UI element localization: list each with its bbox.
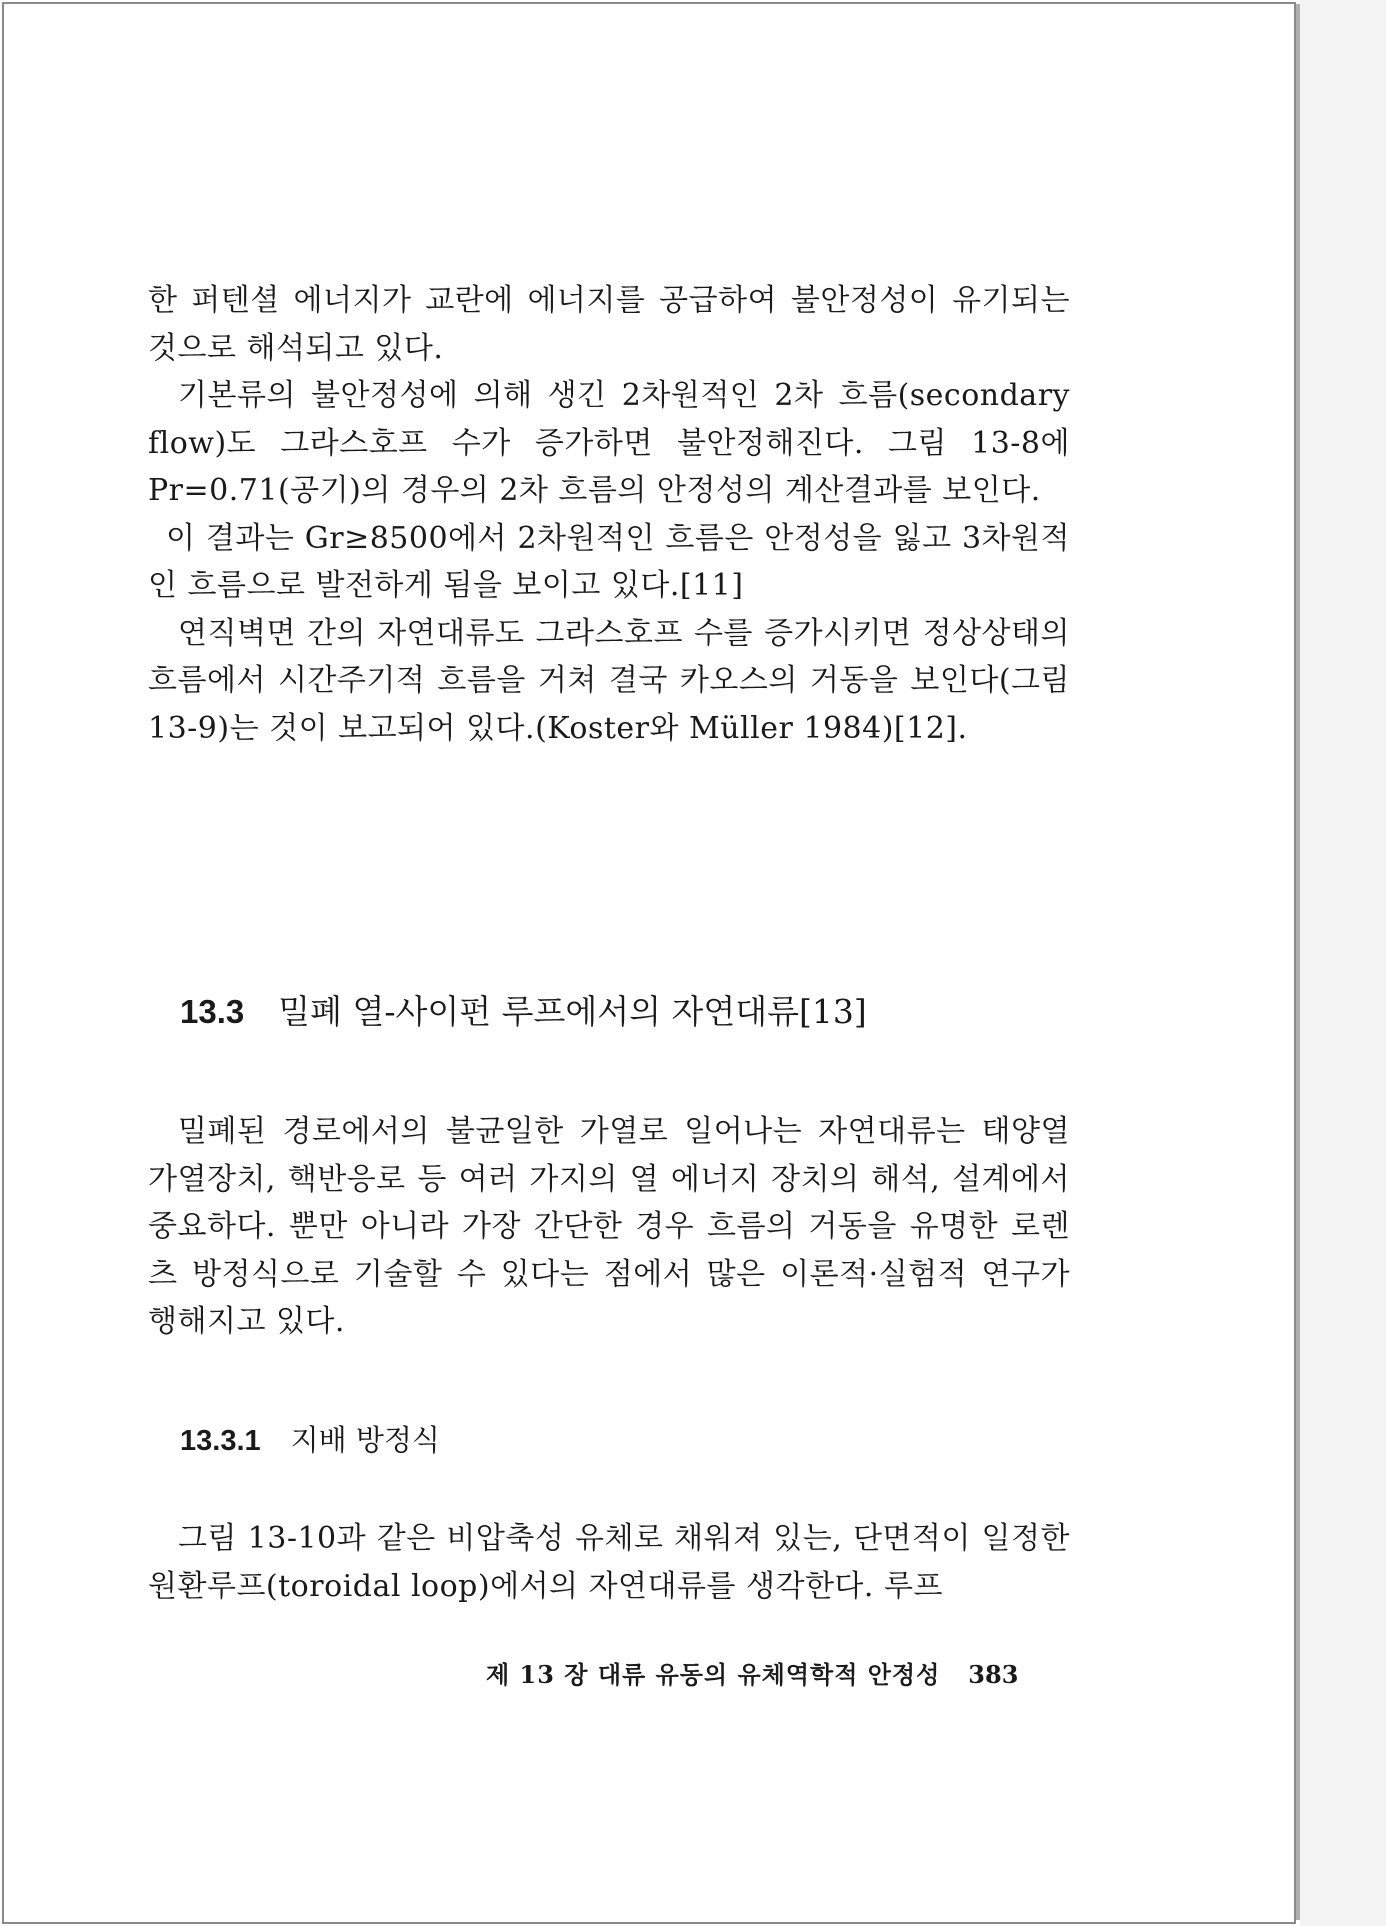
viewer-gutter	[1300, 0, 1386, 1926]
subsection-number: 13.3.1	[180, 1425, 261, 1457]
paragraph-result: 이 결과는 Gr≥8500에서 2차원적인 흐름은 안정성을 잃고 3차원적인 흐름으로 발전하게 됨을 보이고 있다.[11]	[148, 520, 1070, 603]
section-title: 밀폐 열-사이펀 루프에서의 자연대류[13]	[278, 992, 867, 1031]
section-heading	[180, 990, 867, 1034]
section-intro-text	[148, 1108, 1070, 1346]
paragraph-governing: 그림 13-10과 같은 비압축성 유체로 채워져 있는, 단면적이 일정한 원환루프(toroidal loop)에서의 자연대류를 생각한다. 루프	[148, 1521, 1070, 1604]
paragraph-continuation: 한 퍼텐셜 에너지가 교란에 에너지를 공급하여 불안정성이 유기되는 것으로 해석되고 있다.	[148, 283, 1070, 366]
running-footer	[486, 1655, 1056, 1695]
paragraph-vertical-wall: 연직벽면 간의 자연대류도 그라스호프 수를 증가시키면 정상상태의 흐름에서 시간주기적 흐름을 거쳐 결국 카오스의 거동을 보인다(그림 13-9)는 것이 보고되어 있다.(Koster와 Müller 1984)[12].	[148, 615, 1070, 746]
subsection-title: 지배 방정식	[290, 1423, 440, 1457]
page-number: 383	[968, 1660, 1019, 1689]
subsection-heading	[180, 1418, 440, 1463]
paragraph-secondary-flow: 기본류의 불안정성에 의해 생긴 2차원적인 2차 흐름(secondary flow)도 그라스호프 수가 증가하면 불안정해진다. 그림 13-8에 Pr=0.71(공기)의 경우의 2차 흐름의 안정성의 계산결과를 보인다.	[148, 378, 1070, 508]
subsection-body-text	[148, 1515, 1070, 1610]
body-text-top	[148, 277, 1070, 752]
section-number: 13.3	[180, 993, 245, 1030]
paragraph-section-intro: 밀폐된 경로에서의 불균일한 가열로 일어나는 자연대류는 태양열 가열장치, 핵반응로 등 여러 가지의 열 에너지 장치의 해석, 설계에서 중요하다. 뿐만 아니라 가장 간단한 경우 흐름의 거동을 유명한 로렌츠 방정식으로 기술할 수 있다는 점에서 많은 이론적·실험적 연구가 행해지고 있다.	[148, 1114, 1070, 1339]
footer-chapter-title: 제 13 장 대류 유동의 유체역학적 안정성	[486, 1660, 941, 1689]
